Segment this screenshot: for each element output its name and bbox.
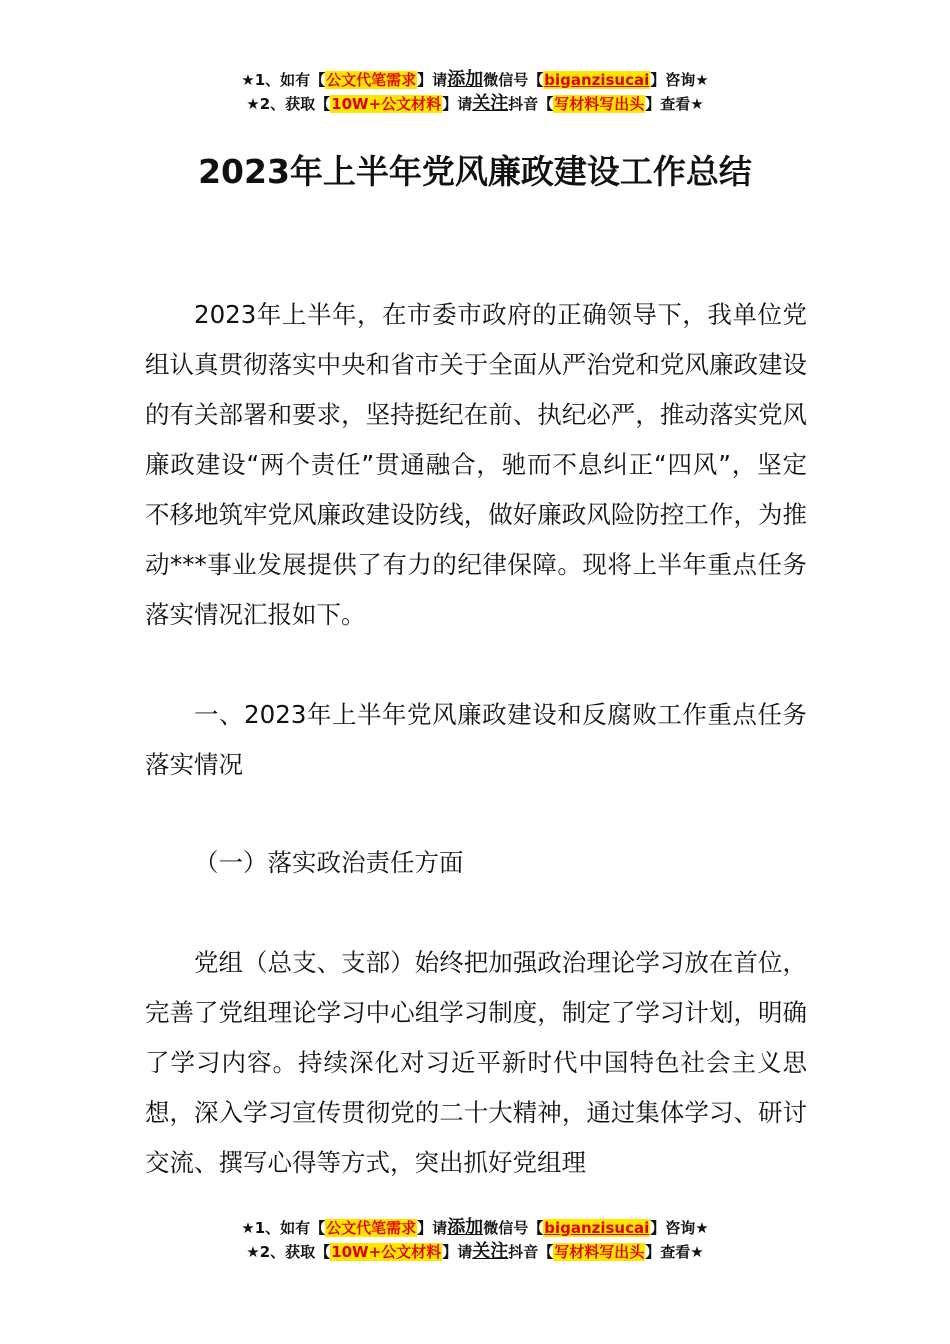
body-section-intro — [145, 290, 807, 640]
paragraph-political-responsibility: 党组（总支、支部）始终把加强政治理论学习放在首位，完善了党组理论学习中心组学习制度，制定了学习计划，明确了学习内容。持续深化对习近平新时代中国特色社会主义思想，深入学习宣传贯彻党的二十大精神，通过集体学习、研讨交流、撰写心得等方式，突出抓好党组理 — [145, 948, 807, 1177]
top-promo-banner — [0, 68, 950, 116]
promo-text: 】请 — [417, 71, 448, 89]
promo-text: ★2、获取【 — [246, 95, 331, 113]
promo-text: ★2、获取【 — [246, 1243, 331, 1261]
body-section-heading-2 — [145, 838, 807, 888]
promo-text: 】查看★ — [645, 95, 704, 113]
promo-text: ★1、如有【 — [241, 71, 326, 89]
promo-text: 抖音【 — [508, 95, 554, 113]
promo-line-1 — [0, 68, 950, 92]
wechat-id: biganzisucai — [544, 71, 650, 89]
promo-text: 抖音【 — [508, 1243, 554, 1261]
promo-text: 】请 — [442, 95, 473, 113]
promo-highlight: 10W+公文材料 — [331, 1243, 442, 1261]
promo-text: 】请 — [442, 1243, 473, 1261]
promo-text: 微信号【 — [483, 71, 544, 89]
promo-highlight: 10W+公文材料 — [331, 95, 442, 113]
promo-text: 】查看★ — [645, 1243, 704, 1261]
promo-line-1 — [0, 1216, 950, 1240]
body-section-political — [145, 938, 807, 1188]
body-section-heading-1 — [145, 690, 807, 790]
bottom-promo-banner — [0, 1216, 950, 1264]
promo-line-2 — [0, 1240, 950, 1264]
document-title: 2023年上半年党风廉政建设工作总结 — [198, 152, 752, 191]
paragraph-intro: 2023年上半年，在市委市政府的正确领导下，我单位党组认真贯彻落实中央和省市关于全面从严治党和党风廉政建设的有关部署和要求，坚持挺纪在前、执纪必严，推动落实党风廉政建设“两个责任”贯通融合，驰而不息纠正“四风”，坚定不移地筑牢党风廉政建设防线，做好廉政风险防控工作，为推动***事业发展提供了有力的纪律保障。现将上半年重点任务落实情况汇报如下。 — [145, 300, 807, 629]
heading-level-1: 一、2023年上半年党风廉政建设和反腐败工作重点任务落实情况 — [145, 700, 807, 779]
promo-text: 】咨询★ — [650, 71, 709, 89]
promo-highlight: 公文代笔需求 — [326, 71, 417, 89]
heading-level-2: （一）落实政治责任方面 — [194, 848, 464, 877]
promo-text: 】请 — [417, 1219, 448, 1237]
promo-emphasis: 添加 — [447, 69, 484, 90]
promo-text: 微信号【 — [483, 1219, 544, 1237]
wechat-id: biganzisucai — [544, 1219, 650, 1237]
douyin-id: 写材料写出头 — [554, 1243, 645, 1261]
promo-text: 】咨询★ — [650, 1219, 709, 1237]
promo-text: ★1、如有【 — [241, 1219, 326, 1237]
promo-emphasis: 关注 — [472, 1241, 509, 1262]
promo-line-2 — [0, 92, 950, 116]
douyin-id: 写材料写出头 — [554, 95, 645, 113]
promo-emphasis: 关注 — [472, 93, 509, 114]
promo-highlight: 公文代笔需求 — [326, 1219, 417, 1237]
promo-emphasis: 添加 — [447, 1217, 484, 1238]
